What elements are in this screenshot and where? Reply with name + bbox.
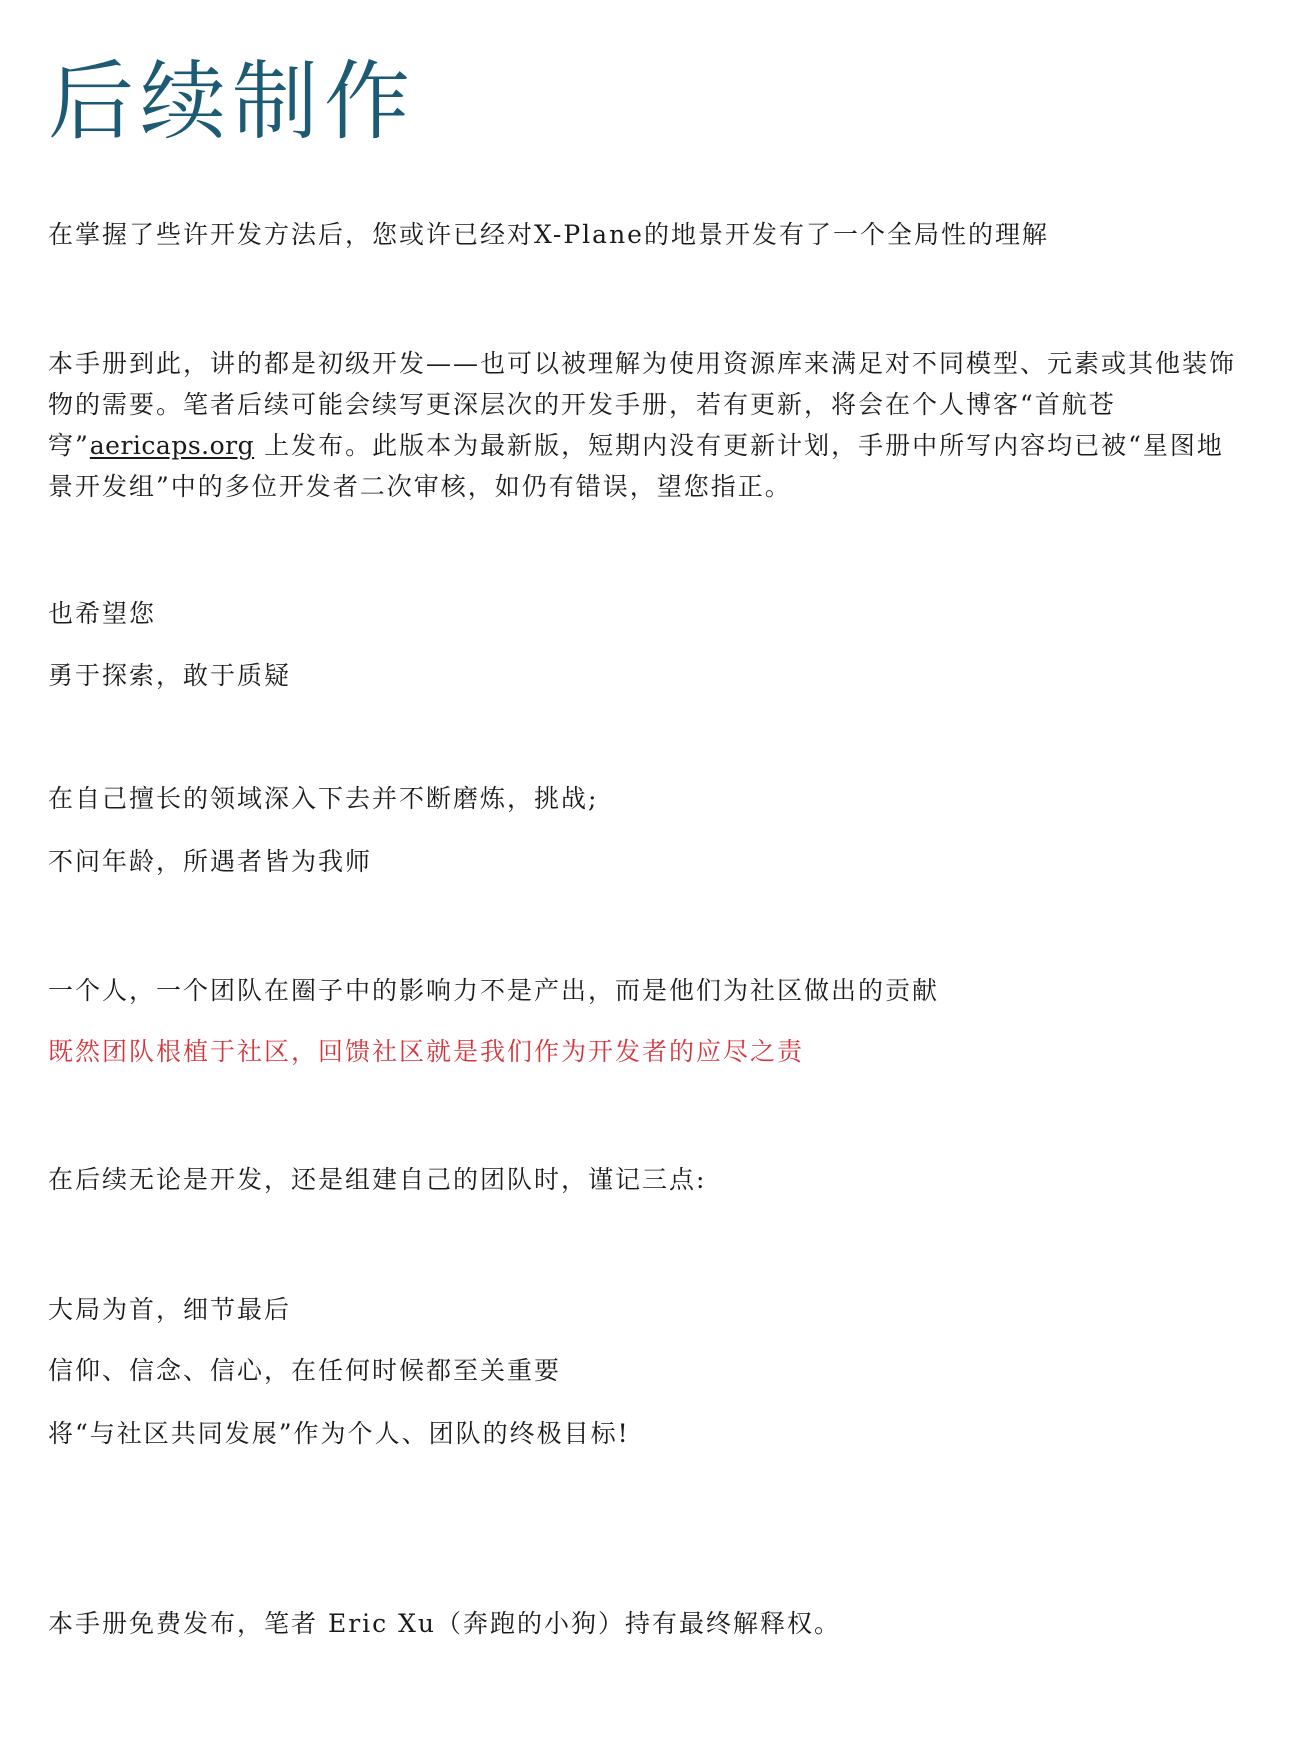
remember-heading: 在后续无论是开发，还是组建自己的团队时，谨记三点: (48, 1165, 707, 1194)
paragraph-text-after-link: 上发布。此版本为最新版，短期内没有更新计划，手册中所写内容均已被“星图地景开发组”中的多位开发者二次审核，如仍有错误，望您指正。 (48, 431, 1224, 501)
hope-line-2: 勇于探索，敢于质疑 (48, 661, 292, 690)
community-highlight-line: 既然团队根植于社区，回馈社区就是我们作为开发者的应尽之责 (48, 1037, 805, 1066)
blog-link[interactable]: aericaps.org (89, 431, 255, 460)
page-title: 后续制作 (48, 52, 416, 152)
remember-point-2: 信仰、信念、信心，在任何时候都至关重要 (48, 1356, 562, 1385)
hope-line-3: 在自己擅长的领域深入下去并不断磨炼，挑战; (48, 784, 599, 813)
footer-note: 本手册免费发布，笔者 Eric Xu（奔跑的小狗）持有最终解释权。 (48, 1609, 841, 1638)
manual-paragraph (48, 343, 1248, 507)
hope-line-4: 不问年龄，所遇者皆为我师 (48, 847, 373, 876)
remember-point-1: 大局为首，细节最后 (48, 1295, 292, 1324)
hope-line-1: 也希望您 (48, 599, 157, 628)
paragraph-text-before-link: 本手册到此，讲的都是初级开发——也可以被理解为使用资源库来满足对不同模型、元素或其他装饰物的需要。笔者后续可能会续写更深层次的开发手册，若有更新，将会在个人博客“首航苍穹” (48, 349, 1237, 460)
community-line: 一个人，一个团队在圈子中的影响力不是产出，而是他们为社区做出的贡献 (48, 976, 940, 1005)
remember-point-3: 将“与社区共同发展”作为个人、团队的终极目标! (48, 1419, 630, 1448)
intro-text: 在掌握了些许开发方法后，您或许已经对X-Plane的地景开发有了一个全局性的理解 (48, 220, 1049, 249)
